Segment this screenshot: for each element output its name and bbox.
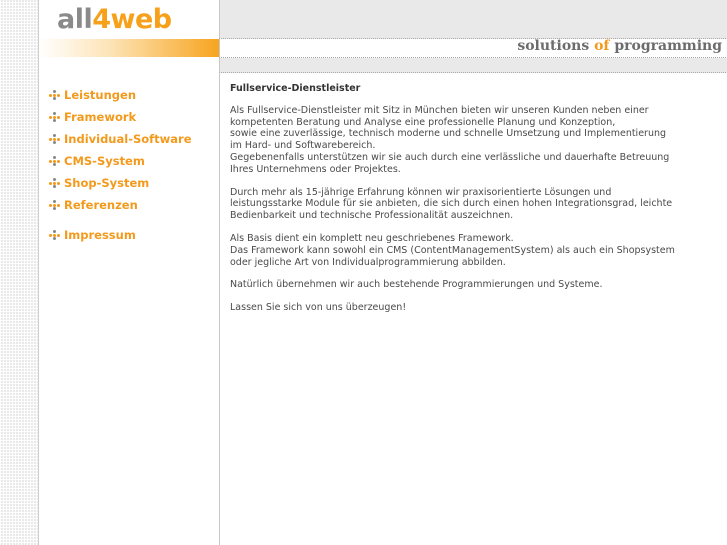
- nav-item-label: Leistungen: [64, 88, 137, 102]
- nav-item-referenzen[interactable]: [48, 194, 218, 216]
- orange-gradient-bar: [39, 39, 219, 57]
- slogan-text-2: programming: [609, 38, 722, 54]
- bullet-icon: [48, 89, 60, 101]
- text-line: Lassen Sie sich von uns überzeugen!: [230, 302, 407, 314]
- text-line: Das Framework kann sowohl ein CMS (ContentManagementSystem) als auch ein Shopsystem: [230, 244, 675, 256]
- nav-item-leistungen[interactable]: [48, 84, 218, 106]
- bullet-icon: [48, 229, 60, 241]
- logo[interactable]: [57, 3, 172, 37]
- paragraph-framework: [230, 233, 718, 268]
- bullet-icon: [48, 155, 60, 167]
- nav-item-framework[interactable]: [48, 106, 218, 128]
- text-line: Als Basis dient ein komplett neu geschriebenes Framework.: [230, 232, 514, 244]
- header-bar: [219, 0, 727, 39]
- text-line: im Hard- und Softwarebereich.: [230, 140, 376, 152]
- text-line: Durch mehr als 15-jährige Erfahrung können wir praxisorientierte Lösungen und: [230, 186, 612, 198]
- paragraph-experience: [230, 187, 718, 222]
- text-line: Ihres Unternehmens oder Projektes.: [230, 163, 401, 175]
- logo-area: [39, 0, 219, 38]
- text-line: Natürlich übernehmen wir auch bestehende Programmierungen und Systeme.: [230, 279, 603, 291]
- slogan-text-1: solutions: [517, 38, 595, 54]
- text-line: Bedienbarkeit und technische Professionalität auszeichnen.: [230, 210, 514, 222]
- main-nav: [48, 84, 218, 246]
- text-line: sowie eine zuverlässige, technisch moderne und schnelle Umsetzung und Implementierung: [230, 128, 667, 140]
- page-title: Fullservice-Dienstleister: [230, 83, 361, 94]
- slogan: [517, 38, 722, 54]
- logo-text-4web: 4web: [92, 4, 172, 35]
- nav-item-label: Referenzen: [64, 198, 138, 212]
- nav-item-label: Individual-Software: [64, 132, 192, 146]
- slogan-text-of: of: [594, 38, 610, 54]
- left-decorative-stripe: [0, 0, 39, 545]
- text-line: kompetenten Beratung und Analyse eine professionelle Planung und Konzeption,: [230, 116, 616, 128]
- bullet-icon: [48, 111, 60, 123]
- text-line: Gegebenenfalls unterstützen wir sie auch durch eine verlässliche und dauerhafte Betreuung: [230, 151, 670, 163]
- slogan-bar: [219, 39, 727, 58]
- content-column: [219, 73, 727, 545]
- text-line: Als Fullservice-Dienstleister mit Sitz in München bieten wir unseren Kunden neben einer: [230, 104, 649, 116]
- paragraph-existing: [230, 279, 718, 291]
- sub-header-bar: [219, 58, 727, 73]
- nav-item-label: CMS-System: [64, 154, 145, 168]
- main-content: [230, 83, 718, 325]
- bullet-icon: [48, 133, 60, 145]
- nav-item-cms-system[interactable]: [48, 150, 218, 172]
- paragraph-intro: [230, 105, 718, 176]
- nav-item-individual-software[interactable]: [48, 128, 218, 150]
- paragraph-closing: [230, 302, 718, 314]
- nav-item-shop-system[interactable]: [48, 172, 218, 194]
- nav-item-label: Impressum: [64, 228, 136, 242]
- text-line: oder jegliche Art von Individualprogrammierung abbilden.: [230, 256, 506, 268]
- bullet-icon: [48, 199, 60, 211]
- text-line: leistungsstarke Module für sie anbieten, die sich durch einen hohen Integrationsgrad, leichte: [230, 198, 673, 210]
- nav-item-label: Shop-System: [64, 176, 150, 190]
- bullet-icon: [48, 177, 60, 189]
- nav-item-label: Framework: [64, 110, 137, 124]
- logo-text-all: all: [57, 4, 93, 35]
- nav-item-impressum[interactable]: [48, 224, 218, 246]
